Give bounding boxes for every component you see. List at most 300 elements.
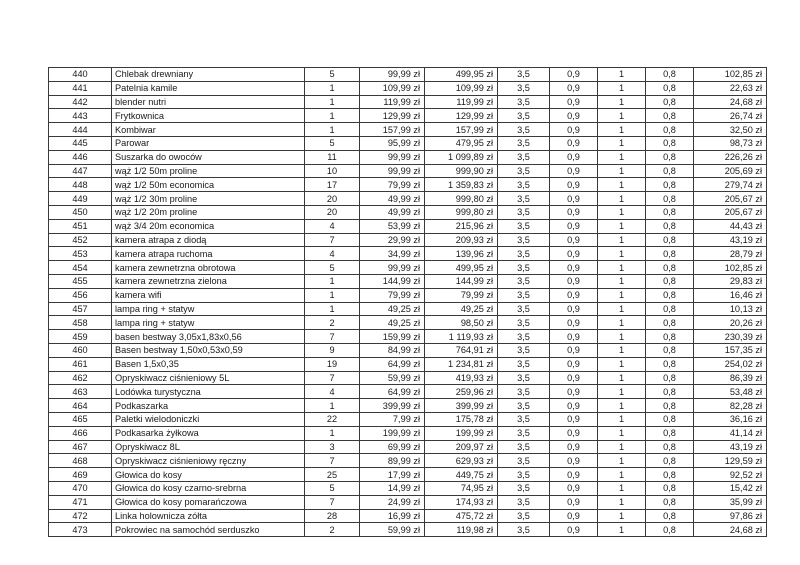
factor-d-cell: 0,8: [646, 68, 694, 82]
product-name-cell: Basen 1,5x0,35: [112, 357, 305, 371]
quantity-cell: 7: [305, 233, 360, 247]
factor-b-cell: 0,9: [550, 123, 598, 137]
unit-price-cell: 7,99 zł: [360, 412, 425, 426]
total-price-cell: 1 099,89 zł: [425, 150, 498, 164]
result-amount-cell: 279,74 zł: [694, 178, 767, 192]
row-number-cell: 460: [49, 343, 112, 357]
total-price-cell: 999,80 zł: [425, 192, 498, 206]
total-price-cell: 999,90 zł: [425, 164, 498, 178]
factor-a-cell: 3,5: [498, 261, 550, 275]
factor-d-cell: 0,8: [646, 288, 694, 302]
result-amount-cell: 43,19 zł: [694, 440, 767, 454]
row-number-cell: 458: [49, 316, 112, 330]
factor-a-cell: 3,5: [498, 316, 550, 330]
factor-b-cell: 0,9: [550, 274, 598, 288]
factor-c-cell: 1: [598, 247, 646, 261]
total-price-cell: 98,50 zł: [425, 316, 498, 330]
row-number-cell: 440: [49, 68, 112, 82]
unit-price-cell: 99,99 zł: [360, 150, 425, 164]
product-name-cell: Linka holownicza zółta: [112, 509, 305, 523]
factor-a-cell: 3,5: [498, 164, 550, 178]
factor-b-cell: 0,9: [550, 357, 598, 371]
unit-price-cell: 29,99 zł: [360, 233, 425, 247]
unit-price-cell: 69,99 zł: [360, 440, 425, 454]
factor-a-cell: 3,5: [498, 233, 550, 247]
factor-c-cell: 1: [598, 288, 646, 302]
factor-b-cell: 0,9: [550, 178, 598, 192]
total-price-cell: 157,99 zł: [425, 123, 498, 137]
factor-b-cell: 0,9: [550, 247, 598, 261]
unit-price-cell: 59,99 zł: [360, 371, 425, 385]
table-row: [49, 150, 767, 164]
quantity-cell: 1: [305, 95, 360, 109]
factor-a-cell: 3,5: [498, 454, 550, 468]
total-price-cell: 74,95 zł: [425, 481, 498, 495]
product-name-cell: kamera atrapa z diodą: [112, 233, 305, 247]
total-price-cell: 215,96 zł: [425, 219, 498, 233]
factor-a-cell: 3,5: [498, 523, 550, 537]
row-number-cell: 453: [49, 247, 112, 261]
factor-b-cell: 0,9: [550, 109, 598, 123]
factor-c-cell: 1: [598, 192, 646, 206]
factor-c-cell: 1: [598, 150, 646, 164]
result-amount-cell: 226,26 zł: [694, 150, 767, 164]
factor-a-cell: 3,5: [498, 95, 550, 109]
unit-price-cell: 49,25 zł: [360, 316, 425, 330]
table-row: [49, 109, 767, 123]
factor-b-cell: 0,9: [550, 481, 598, 495]
table-row: [49, 95, 767, 109]
row-number-cell: 461: [49, 357, 112, 371]
result-amount-cell: 102,85 zł: [694, 261, 767, 275]
product-name-cell: kamera wifi: [112, 288, 305, 302]
result-amount-cell: 82,28 zł: [694, 399, 767, 413]
total-price-cell: 144,99 zł: [425, 274, 498, 288]
total-price-cell: 259,96 zł: [425, 385, 498, 399]
factor-b-cell: 0,9: [550, 330, 598, 344]
factor-d-cell: 0,8: [646, 109, 694, 123]
unit-price-cell: 129,99 zł: [360, 109, 425, 123]
row-number-cell: 452: [49, 233, 112, 247]
table-row: [49, 123, 767, 137]
factor-b-cell: 0,9: [550, 95, 598, 109]
table-row: [49, 136, 767, 150]
product-name-cell: Głowica do kosy: [112, 468, 305, 482]
factor-c-cell: 1: [598, 495, 646, 509]
table-row: [49, 68, 767, 82]
factor-c-cell: 1: [598, 95, 646, 109]
table-row: [49, 440, 767, 454]
factor-a-cell: 3,5: [498, 495, 550, 509]
result-amount-cell: 205,67 zł: [694, 192, 767, 206]
factor-a-cell: 3,5: [498, 385, 550, 399]
factor-c-cell: 1: [598, 399, 646, 413]
result-amount-cell: 97,86 zł: [694, 509, 767, 523]
factor-c-cell: 1: [598, 302, 646, 316]
row-number-cell: 447: [49, 164, 112, 178]
row-number-cell: 444: [49, 123, 112, 137]
product-table: [48, 67, 767, 537]
factor-a-cell: 3,5: [498, 371, 550, 385]
result-amount-cell: 24,68 zł: [694, 523, 767, 537]
factor-a-cell: 3,5: [498, 343, 550, 357]
table-row: [49, 385, 767, 399]
row-number-cell: 448: [49, 178, 112, 192]
factor-d-cell: 0,8: [646, 150, 694, 164]
total-price-cell: 49,25 zł: [425, 302, 498, 316]
product-name-cell: wąż 3/4 20m economica: [112, 219, 305, 233]
table-row: [49, 468, 767, 482]
factor-c-cell: 1: [598, 261, 646, 275]
total-price-cell: 1 234,81 zł: [425, 357, 498, 371]
quantity-cell: 7: [305, 330, 360, 344]
factor-c-cell: 1: [598, 330, 646, 344]
quantity-cell: 9: [305, 343, 360, 357]
quantity-cell: 17: [305, 178, 360, 192]
factor-b-cell: 0,9: [550, 164, 598, 178]
table-row: [49, 343, 767, 357]
total-price-cell: 199,99 zł: [425, 426, 498, 440]
row-number-cell: 451: [49, 219, 112, 233]
total-price-cell: 419,93 zł: [425, 371, 498, 385]
row-number-cell: 443: [49, 109, 112, 123]
result-amount-cell: 41,14 zł: [694, 426, 767, 440]
factor-d-cell: 0,8: [646, 261, 694, 275]
unit-price-cell: 64,99 zł: [360, 385, 425, 399]
factor-b-cell: 0,9: [550, 523, 598, 537]
factor-a-cell: 3,5: [498, 81, 550, 95]
product-name-cell: Suszarka do owoców: [112, 150, 305, 164]
product-name-cell: Lodówka turystyczna: [112, 385, 305, 399]
total-price-cell: 499,95 zł: [425, 68, 498, 82]
factor-b-cell: 0,9: [550, 468, 598, 482]
factor-d-cell: 0,8: [646, 274, 694, 288]
unit-price-cell: 99,99 zł: [360, 68, 425, 82]
unit-price-cell: 95,99 zł: [360, 136, 425, 150]
quantity-cell: 19: [305, 357, 360, 371]
result-amount-cell: 205,69 zł: [694, 164, 767, 178]
factor-c-cell: 1: [598, 81, 646, 95]
table-body: [49, 68, 767, 537]
factor-a-cell: 3,5: [498, 150, 550, 164]
total-price-cell: 999,80 zł: [425, 205, 498, 219]
factor-d-cell: 0,8: [646, 302, 694, 316]
row-number-cell: 459: [49, 330, 112, 344]
factor-a-cell: 3,5: [498, 330, 550, 344]
factor-d-cell: 0,8: [646, 192, 694, 206]
quantity-cell: 20: [305, 205, 360, 219]
product-name-cell: Paletki wielodoniczki: [112, 412, 305, 426]
table-row: [49, 247, 767, 261]
row-number-cell: 463: [49, 385, 112, 399]
factor-d-cell: 0,8: [646, 426, 694, 440]
table-row: [49, 81, 767, 95]
factor-c-cell: 1: [598, 316, 646, 330]
row-number-cell: 464: [49, 399, 112, 413]
factor-a-cell: 3,5: [498, 412, 550, 426]
table-row: [49, 316, 767, 330]
product-name-cell: Parowar: [112, 136, 305, 150]
total-price-cell: 479,95 zł: [425, 136, 498, 150]
factor-d-cell: 0,8: [646, 219, 694, 233]
quantity-cell: 1: [305, 109, 360, 123]
quantity-cell: 5: [305, 481, 360, 495]
unit-price-cell: 64,99 zł: [360, 357, 425, 371]
unit-price-cell: 14,99 zł: [360, 481, 425, 495]
table-row: [49, 205, 767, 219]
table-row: [49, 426, 767, 440]
factor-c-cell: 1: [598, 481, 646, 495]
table-row: [49, 288, 767, 302]
product-name-cell: wąż 1/2 30m proline: [112, 192, 305, 206]
factor-c-cell: 1: [598, 468, 646, 482]
factor-b-cell: 0,9: [550, 385, 598, 399]
quantity-cell: 5: [305, 136, 360, 150]
result-amount-cell: 16,46 zł: [694, 288, 767, 302]
factor-b-cell: 0,9: [550, 454, 598, 468]
unit-price-cell: 49,99 zł: [360, 205, 425, 219]
result-amount-cell: 29,83 zł: [694, 274, 767, 288]
product-name-cell: Podkasarka żyłkowa: [112, 426, 305, 440]
factor-c-cell: 1: [598, 440, 646, 454]
table-row: [49, 261, 767, 275]
factor-d-cell: 0,8: [646, 468, 694, 482]
total-price-cell: 499,95 zł: [425, 261, 498, 275]
factor-c-cell: 1: [598, 205, 646, 219]
total-price-cell: 119,99 zł: [425, 95, 498, 109]
factor-d-cell: 0,8: [646, 247, 694, 261]
factor-d-cell: 0,8: [646, 164, 694, 178]
factor-c-cell: 1: [598, 371, 646, 385]
table-row: [49, 233, 767, 247]
product-name-cell: Frytkownica: [112, 109, 305, 123]
product-name-cell: wąż 1/2 50m economica: [112, 178, 305, 192]
row-number-cell: 462: [49, 371, 112, 385]
product-name-cell: Patelnia kamile: [112, 81, 305, 95]
factor-d-cell: 0,8: [646, 371, 694, 385]
unit-price-cell: 53,99 zł: [360, 219, 425, 233]
total-price-cell: 449,75 zł: [425, 468, 498, 482]
quantity-cell: 1: [305, 426, 360, 440]
factor-c-cell: 1: [598, 385, 646, 399]
factor-d-cell: 0,8: [646, 81, 694, 95]
factor-c-cell: 1: [598, 68, 646, 82]
factor-d-cell: 0,8: [646, 357, 694, 371]
factor-c-cell: 1: [598, 343, 646, 357]
result-amount-cell: 53,48 zł: [694, 385, 767, 399]
factor-b-cell: 0,9: [550, 81, 598, 95]
factor-b-cell: 0,9: [550, 412, 598, 426]
result-amount-cell: 24,68 zł: [694, 95, 767, 109]
table-row: [49, 509, 767, 523]
factor-c-cell: 1: [598, 219, 646, 233]
unit-price-cell: 89,99 zł: [360, 454, 425, 468]
result-amount-cell: 129,59 zł: [694, 454, 767, 468]
factor-b-cell: 0,9: [550, 371, 598, 385]
factor-a-cell: 3,5: [498, 440, 550, 454]
quantity-cell: 5: [305, 68, 360, 82]
factor-a-cell: 3,5: [498, 109, 550, 123]
row-number-cell: 467: [49, 440, 112, 454]
total-price-cell: 129,99 zł: [425, 109, 498, 123]
unit-price-cell: 109,99 zł: [360, 81, 425, 95]
factor-d-cell: 0,8: [646, 233, 694, 247]
factor-c-cell: 1: [598, 109, 646, 123]
factor-b-cell: 0,9: [550, 509, 598, 523]
result-amount-cell: 44,43 zł: [694, 219, 767, 233]
table-row: [49, 330, 767, 344]
quantity-cell: 25: [305, 468, 360, 482]
unit-price-cell: 24,99 zł: [360, 495, 425, 509]
factor-d-cell: 0,8: [646, 136, 694, 150]
row-number-cell: 450: [49, 205, 112, 219]
factor-c-cell: 1: [598, 164, 646, 178]
unit-price-cell: 79,99 zł: [360, 178, 425, 192]
factor-d-cell: 0,8: [646, 123, 694, 137]
table-row: [49, 495, 767, 509]
factor-b-cell: 0,9: [550, 316, 598, 330]
factor-b-cell: 0,9: [550, 150, 598, 164]
quantity-cell: 3: [305, 440, 360, 454]
quantity-cell: 1: [305, 399, 360, 413]
factor-d-cell: 0,8: [646, 440, 694, 454]
factor-d-cell: 0,8: [646, 412, 694, 426]
unit-price-cell: 159,99 zł: [360, 330, 425, 344]
row-number-cell: 465: [49, 412, 112, 426]
unit-price-cell: 59,99 zł: [360, 523, 425, 537]
row-number-cell: 469: [49, 468, 112, 482]
product-name-cell: kamera zewnetrzna obrotowa: [112, 261, 305, 275]
result-amount-cell: 10,13 zł: [694, 302, 767, 316]
table-row: [49, 219, 767, 233]
table-row: [49, 192, 767, 206]
factor-a-cell: 3,5: [498, 426, 550, 440]
product-name-cell: Podkaszarka: [112, 399, 305, 413]
factor-b-cell: 0,9: [550, 68, 598, 82]
factor-b-cell: 0,9: [550, 495, 598, 509]
result-amount-cell: 15,42 zł: [694, 481, 767, 495]
quantity-cell: 28: [305, 509, 360, 523]
factor-c-cell: 1: [598, 123, 646, 137]
product-name-cell: lampa ring + statyw: [112, 302, 305, 316]
row-number-cell: 445: [49, 136, 112, 150]
quantity-cell: 2: [305, 316, 360, 330]
unit-price-cell: 49,99 zł: [360, 192, 425, 206]
result-amount-cell: 35,99 zł: [694, 495, 767, 509]
factor-a-cell: 3,5: [498, 468, 550, 482]
factor-a-cell: 3,5: [498, 123, 550, 137]
factor-a-cell: 3,5: [498, 205, 550, 219]
total-price-cell: 79,99 zł: [425, 288, 498, 302]
factor-d-cell: 0,8: [646, 178, 694, 192]
unit-price-cell: 119,99 zł: [360, 95, 425, 109]
product-name-cell: Pokrowiec na samochód serduszko: [112, 523, 305, 537]
factor-a-cell: 3,5: [498, 509, 550, 523]
row-number-cell: 471: [49, 495, 112, 509]
quantity-cell: 1: [305, 274, 360, 288]
result-amount-cell: 36,16 zł: [694, 412, 767, 426]
factor-c-cell: 1: [598, 426, 646, 440]
unit-price-cell: 49,25 zł: [360, 302, 425, 316]
factor-b-cell: 0,9: [550, 426, 598, 440]
unit-price-cell: 16,99 zł: [360, 509, 425, 523]
factor-a-cell: 3,5: [498, 399, 550, 413]
factor-b-cell: 0,9: [550, 288, 598, 302]
row-number-cell: 442: [49, 95, 112, 109]
product-name-cell: kamera zewnetrzna zielona: [112, 274, 305, 288]
quantity-cell: 7: [305, 454, 360, 468]
total-price-cell: 139,96 zł: [425, 247, 498, 261]
row-number-cell: 446: [49, 150, 112, 164]
table-row: [49, 178, 767, 192]
factor-a-cell: 3,5: [498, 178, 550, 192]
factor-b-cell: 0,9: [550, 205, 598, 219]
row-number-cell: 449: [49, 192, 112, 206]
result-amount-cell: 254,02 zł: [694, 357, 767, 371]
factor-b-cell: 0,9: [550, 192, 598, 206]
result-amount-cell: 26,74 zł: [694, 109, 767, 123]
factor-d-cell: 0,8: [646, 385, 694, 399]
table-row: [49, 274, 767, 288]
factor-c-cell: 1: [598, 454, 646, 468]
product-name-cell: Głowica do kosy czarno-srebrna: [112, 481, 305, 495]
factor-c-cell: 1: [598, 412, 646, 426]
total-price-cell: 629,93 zł: [425, 454, 498, 468]
total-price-cell: 1 119,93 zł: [425, 330, 498, 344]
factor-c-cell: 1: [598, 178, 646, 192]
product-name-cell: lampa ring + statyw: [112, 316, 305, 330]
quantity-cell: 1: [305, 302, 360, 316]
total-price-cell: 109,99 zł: [425, 81, 498, 95]
result-amount-cell: 102,85 zł: [694, 68, 767, 82]
factor-c-cell: 1: [598, 523, 646, 537]
product-name-cell: Opryskiwacz 8L: [112, 440, 305, 454]
factor-a-cell: 3,5: [498, 357, 550, 371]
table-row: [49, 481, 767, 495]
row-number-cell: 473: [49, 523, 112, 537]
unit-price-cell: 34,99 zł: [360, 247, 425, 261]
row-number-cell: 470: [49, 481, 112, 495]
unit-price-cell: 79,99 zł: [360, 288, 425, 302]
quantity-cell: 4: [305, 247, 360, 261]
result-amount-cell: 86,39 zł: [694, 371, 767, 385]
result-amount-cell: 205,67 zł: [694, 205, 767, 219]
factor-b-cell: 0,9: [550, 399, 598, 413]
table-row: [49, 399, 767, 413]
product-name-cell: wąż 1/2 50m proline: [112, 164, 305, 178]
factor-d-cell: 0,8: [646, 343, 694, 357]
total-price-cell: 209,93 zł: [425, 233, 498, 247]
quantity-cell: 22: [305, 412, 360, 426]
unit-price-cell: 17,99 zł: [360, 468, 425, 482]
unit-price-cell: 144,99 zł: [360, 274, 425, 288]
factor-c-cell: 1: [598, 357, 646, 371]
row-number-cell: 455: [49, 274, 112, 288]
factor-d-cell: 0,8: [646, 95, 694, 109]
factor-c-cell: 1: [598, 274, 646, 288]
factor-a-cell: 3,5: [498, 192, 550, 206]
unit-price-cell: 399,99 zł: [360, 399, 425, 413]
product-name-cell: Opryskiwacz ciśnieniowy 5L: [112, 371, 305, 385]
result-amount-cell: 157,35 zł: [694, 343, 767, 357]
factor-b-cell: 0,9: [550, 302, 598, 316]
row-number-cell: 472: [49, 509, 112, 523]
result-amount-cell: 28,79 zł: [694, 247, 767, 261]
total-price-cell: 175,78 zł: [425, 412, 498, 426]
factor-a-cell: 3,5: [498, 68, 550, 82]
quantity-cell: 2: [305, 523, 360, 537]
factor-d-cell: 0,8: [646, 509, 694, 523]
